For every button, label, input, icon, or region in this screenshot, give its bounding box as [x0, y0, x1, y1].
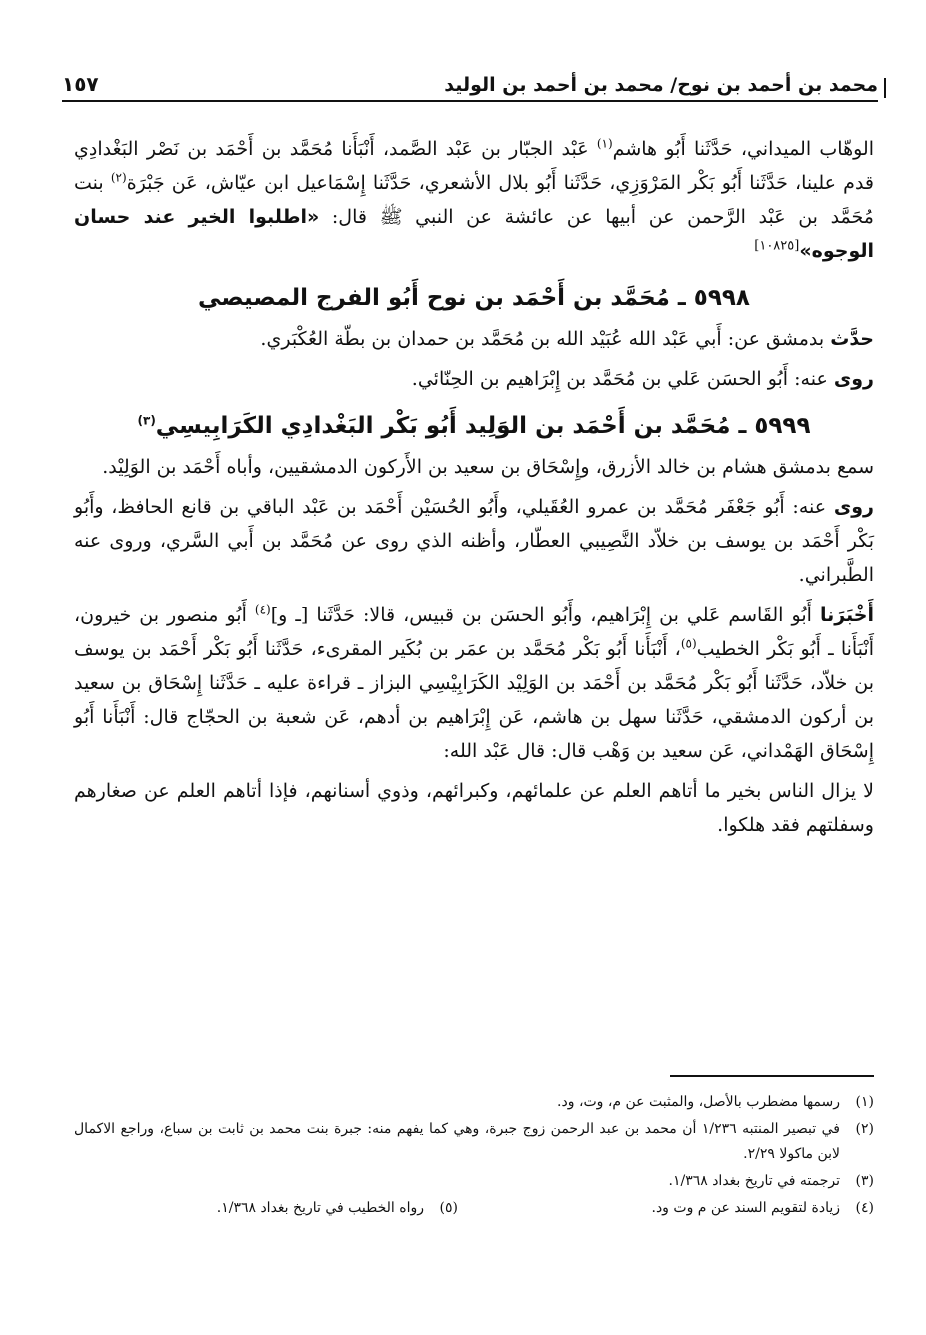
- paragraph-saying-of-abdullah: لا يزال الناس بخير ما أتاهم العلم عن علمائهم، وكبرائهم، وذوي أسنانهم، فإذا أتاهم العلم عن صغارهم وسفلتهم فقد هلكوا.: [74, 780, 874, 836]
- paragraph-entry1-rawa: روى عنه: أَبُو الحسَن عَلي بن مُحَمَّد بن إِبْرَاهيم بن الحِنّائي.: [411, 368, 874, 390]
- paragraph-entry2-rawa: روى عنه: أَبُو جَعْفَر مُحَمَّد بن عمرو العُقَيلي، وأَبُو الحُسَيْن أَحْمَد بن عَبْد الباقي بن قانع الحافظ، وأَبُو بَكْر أَحْمَد بن يوسف بن خلاّد النَّصِيبي العطّار، وأظنه الذي روى عن مُحَمَّد بن أَبي السَّري، وروى عنه الطَّبراني.: [74, 496, 874, 586]
- page-header: [62, 56, 878, 102]
- paragraph-isnad-continuation: الوهّاب الميداني، حَدَّثَنا أَبُو هاشم$^{(١)}$ عَبْد الجبّار بن عَبْد الصَّمد، أَنْبَأَنا مُحَمَّد بن أَحْمَد بن نَصْر البَغْدادِي قدم علينا، حَدَّثَنا أَبُو بَكْر المَرْوَزِي، حَدَّثَنا أَبُو بلال الأشعري، حَدَّثَنا إِسْمَاعيل ابن عيّاش، عَن جَبْرَة$^{(٢)}$ بنت مُحَمَّد بن عَبْد الرَّحمن عن أبيها عن عائشة عن النبي ﷺ قال: «اطلبوا الخير عند حسان الوجوه»[١٠٨٢٥]: [74, 136, 875, 262]
- footnote-marker-3: (٣): [137, 413, 156, 428]
- label-akhbarana: أَخْبَرَنا: [819, 604, 874, 626]
- page-number: ١٥٧: [62, 72, 99, 96]
- paragraph-entry2-akhbarana: أَخْبَرَنا أَبُو القَاسم عَلي بن إِبْرَاهيم، وأَبُو الحسَن بن قبيس، قالا: حَدَّثَنا [ـ و]$^{(٤)}$ أَبُو منصور بن خيرون، أَنْبَأَنا ـ أَبُو بَكْر الخطيب$^{(٥)}$، أَنْبَأَنا أَبُو بَكْر مُحَمَّد بن عمَر بن بُكَير المقرىء، حَدَّثَنا أَبُو بَكْر أَحْمَد بن يوسف بن خلاّد، حَدَّثَنا أَبُو بَكْر مُحَمَّد بن أَحْمَد بن الوَلِيْد الكَرَابِيْسِي البزاز ـ قراءة عليه ـ حَدَّثَنا إِسْحَاق بن سعيد بن أركون الدمشقي، حَدَّثَنا سهل بن هاشم، عَن إِبْرَاهيم بن أدهم، عَن شعبة بن الحجّاج قال: أَنْبَأَنا أَبُو إِسْحَاق الهَمْداني، عَن سعيد بن وَهْب قال: قال عَبْد الله:: [74, 602, 874, 762]
- label-haddatha: حدَّث: [830, 328, 874, 350]
- hadith-reference-number: [١٠٨٢٥]: [754, 238, 800, 254]
- entry-heading-5998: ٥٩٩٨ ـ مُحَمَّد بن أَحْمَد بن نوح أَبُو الفرج المصيصي: [198, 285, 750, 311]
- label-rawa: روى: [833, 496, 874, 518]
- footnote-5: (٥) رواه الخطيب في تاريخ بغداد ١/٣٦٨.: [216, 1200, 458, 1216]
- footnote-marker-4: (٤): [254, 602, 271, 617]
- label-rawa: روى: [833, 368, 874, 390]
- footnote-2: (٢) في تبصير المنتبه ١/٢٣٦ أن محمد بن عبد الرحمن زوج جبرة، وهي كما يفهم منه: جبرة بنت محمد بن ثابت بن سباع، وراجع الاكمال لابن ماكولا ٢/٢٩.: [74, 1121, 874, 1162]
- paragraph-entry2-samia: سمع بدمشق هشام بن خالد الأزرق، وإِسْحَاق بن سعيد بن الأَركون الدمشقيين، وأباه أَحْمَد بن الوَلِيْد.: [102, 456, 874, 478]
- footnote-4: (٤) زيادة لتقويم السند عن م وت ود.: [651, 1200, 874, 1216]
- hadith-text: «اطلبوا الخير عند حسان الوجوه»: [74, 206, 874, 262]
- footnote-3: (٣) ترجمته في تاريخ بغداد ١/٣٦٨.: [668, 1173, 874, 1189]
- footnote-separator: [670, 1075, 874, 1077]
- paragraph-entry1-hadath: حدَّث بدمشق عن: أَبي عَبْد الله عُبَيْد الله بن مُحَمَّد بن حمدان بن بطّة العُكْبَري.: [260, 328, 874, 350]
- footnote-1: (١) رسمها مضطرب بالأصل، والمثبت عن م، وت، ود.: [557, 1094, 874, 1110]
- footnote-marker-2: (٢): [110, 170, 127, 185]
- entry-heading-5999: ٥٩٩٩ ـ مُحَمَّد بن أَحْمَد بن الوَلِيد أَبُو بَكْر البَغْدادِي الكَرَابِيسِي$^{(٣)}$: [137, 413, 811, 439]
- footnote-row-4-5: [74, 1196, 874, 1223]
- footnote-marker-5: (٥): [680, 636, 697, 651]
- running-title: محمد بن أحمد بن نوح/ محمد بن أحمد بن الوليد: [444, 74, 878, 96]
- footnote-marker-1: (١): [596, 136, 613, 151]
- footnotes: [74, 1090, 874, 1223]
- header-corner-mark: [884, 78, 886, 98]
- main-text: [74, 132, 874, 848]
